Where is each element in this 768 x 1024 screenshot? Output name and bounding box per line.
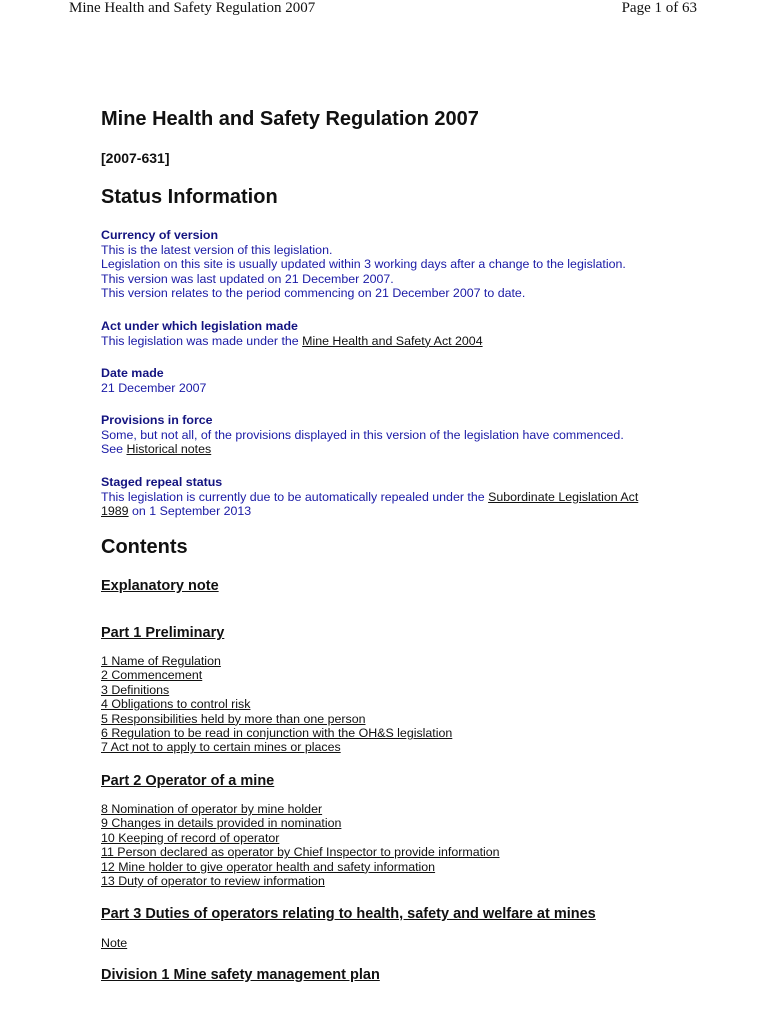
repeal-date: on 1 September 2013 xyxy=(128,504,252,519)
provisions-label: Provisions in force xyxy=(101,413,213,427)
toc-item-link[interactable]: 11 Person declared as operator by Chief Inspector to provide information xyxy=(101,845,500,860)
toc-item-link[interactable]: 6 Regulation to be read in conjunction with the OH&S legislation xyxy=(101,726,453,741)
currency-label: Currency of version xyxy=(101,228,219,242)
toc-part3-heading-link[interactable]: Part 3 Duties of operators relating to health, safety and welfare at mines xyxy=(101,906,596,922)
repeal-line-1 xyxy=(101,490,691,505)
date-made-section xyxy=(101,366,691,395)
contents-heading: Contents xyxy=(101,536,188,558)
subordinate-legislation-act-year-link[interactable]: 1989 xyxy=(101,504,129,519)
toc-explanatory-note-link[interactable]: Explanatory note xyxy=(101,578,219,594)
toc-item-link[interactable]: 1 Name of Regulation xyxy=(101,654,221,668)
date-made-label: Date made xyxy=(101,366,164,380)
toc-item-link[interactable]: 9 Changes in details provided in nomination xyxy=(101,816,342,831)
act-section xyxy=(101,319,691,348)
document-title: Mine Health and Safety Regulation 2007 xyxy=(101,108,479,130)
repeal-line-2 xyxy=(101,504,691,519)
repeal-section xyxy=(101,475,691,519)
toc-note-link[interactable]: Note xyxy=(101,936,128,950)
currency-line: Legislation on this site is usually updated within 3 working days after a change to the legislation. xyxy=(101,257,626,272)
repeal-label: Staged repeal status xyxy=(101,475,223,489)
toc-item-link[interactable]: 4 Obligations to control risk xyxy=(101,697,251,712)
act-text: This legislation was made under the xyxy=(101,333,303,348)
currency-line: This version relates to the period commencing on 21 December 2007 to date. xyxy=(101,286,526,301)
page-header-title: Mine Health and Safety Regulation 2007 xyxy=(69,0,316,16)
toc-item-link[interactable]: 13 Duty of operator to review information xyxy=(101,874,325,889)
toc-item-link[interactable]: 8 Nomination of operator by mine holder xyxy=(101,802,323,816)
date-made-value: 21 December 2007 xyxy=(101,380,207,395)
historical-notes-link[interactable]: Historical notes xyxy=(126,442,212,457)
currency-section xyxy=(101,228,691,301)
act-label: Act under which legislation made xyxy=(101,319,298,333)
currency-line: This version was last updated on 21 December 2007. xyxy=(101,271,394,286)
toc-item-link[interactable]: 12 Mine holder to give operator health and safety information xyxy=(101,859,436,874)
provisions-see-line xyxy=(101,442,691,457)
page-number: Page 1 of 63 xyxy=(621,0,697,16)
toc-part2-list xyxy=(101,802,500,888)
act-link[interactable]: Mine Health and Safety Act 2004 xyxy=(302,333,483,348)
toc-item-link[interactable]: 2 Commencement xyxy=(101,668,203,683)
provisions-section xyxy=(101,413,691,457)
toc-item-link[interactable]: 10 Keeping of record of operator xyxy=(101,830,280,845)
toc-part3-list xyxy=(101,936,127,950)
currency-line: This is the latest version of this legislation. xyxy=(101,242,333,257)
toc-part1-list xyxy=(101,654,452,755)
act-line xyxy=(101,334,691,349)
subordinate-legislation-act-link[interactable]: Subordinate Legislation Act xyxy=(488,489,639,504)
toc-item-link[interactable]: 3 Definitions xyxy=(101,682,170,697)
toc-part1-heading-link[interactable]: Part 1 Preliminary xyxy=(101,625,225,641)
provisions-see-text: See xyxy=(101,442,127,457)
document-id: [2007-631] xyxy=(101,150,170,166)
repeal-text: This legislation is currently due to be automatically repealed under the xyxy=(101,489,489,504)
toc-division1-heading-link[interactable]: Division 1 Mine safety management plan xyxy=(101,967,380,983)
status-heading: Status Information xyxy=(101,186,278,208)
provisions-text: Some, but not all, of the provisions displayed in this version of the legislation have commenced. xyxy=(101,427,624,442)
toc-item-link[interactable]: 7 Act not to apply to certain mines or places xyxy=(101,740,341,755)
toc-item-link[interactable]: 5 Responsibilities held by more than one person xyxy=(101,711,366,726)
toc-part2-heading-link[interactable]: Part 2 Operator of a mine xyxy=(101,773,275,789)
